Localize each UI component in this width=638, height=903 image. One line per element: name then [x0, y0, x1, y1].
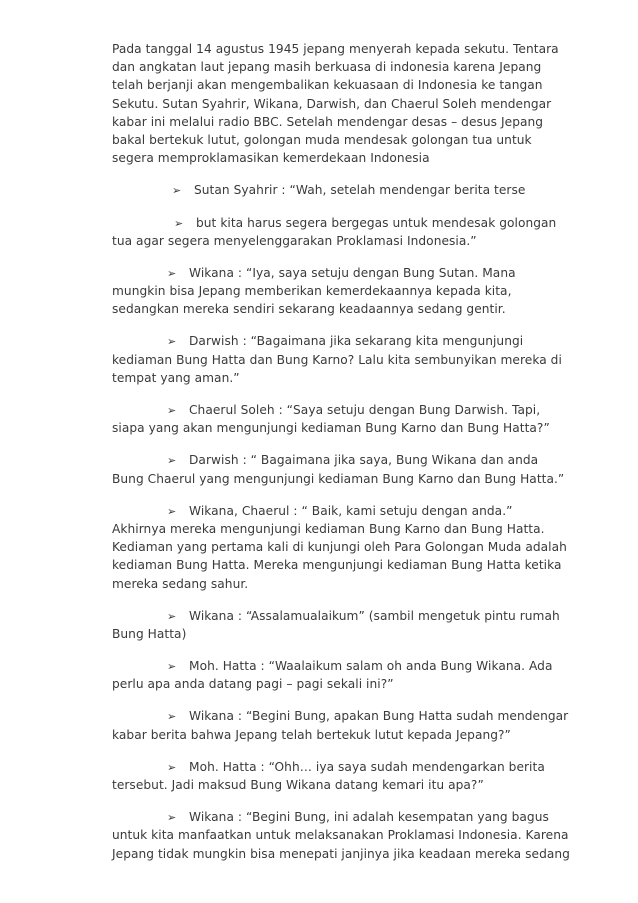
speaker-line-text: Moh. Hatta : “Waalaikum salam oh anda Bung Wikana. Ada: [189, 659, 553, 674]
speaker-line-text: but kita harus segera bergegas untuk mendesak golongan: [196, 215, 557, 230]
arrow-bullet-icon: ➢: [167, 710, 177, 724]
text-line: kediaman Bung Hatta. Mereka mengunjungi kediaman Bung Hatta ketika: [112, 558, 562, 573]
dialogue-block: [112, 607, 567, 643]
text-line: mereka sedang sahur.: [112, 576, 249, 591]
text-line: kabar ini melalui radio BBC. Setelah mendengar desas – desus Jepang: [112, 114, 544, 129]
text-line: tempat yang aman.”: [112, 370, 240, 385]
arrow-bullet-icon: ➢: [167, 660, 177, 674]
text-line: mungkin bisa Jepang memberikan kemerdekaannya kepada kita,: [112, 284, 512, 299]
document-body: [112, 40, 570, 863]
arrow-bullet-icon: ➢: [167, 404, 177, 417]
speaker-line-text: Chaerul Soleh : “Saya setuju dengan Bung Darwish. Tapi,: [189, 403, 541, 417]
dialogue-first-line: [112, 707, 567, 725]
text-line: kediaman Bung Hatta dan Bung Karno? Lalu kita sembunyikan mereka di: [112, 352, 562, 367]
speaker-line-text: Wikana : “Begini Bung, apakan Bung Hatta sudah mendengar: [189, 709, 569, 724]
text-line: segera memproklamasikan kemerdekaan Indonesia: [112, 151, 430, 166]
arrow-bullet-icon: ➢: [167, 504, 177, 518]
arrow-bullet-icon: ➢: [167, 760, 177, 774]
arrow-bullet-icon: ➢: [167, 609, 177, 623]
dialogue-block: [112, 502, 567, 593]
dialogue-first-line: [112, 607, 567, 625]
text-line: Kediaman yang pertama kali di kunjungi oleh Para Golongan Muda adalah: [112, 540, 567, 555]
dialogue-block: [112, 264, 567, 319]
speaker-line-text: Wikana : “Iya, saya setuju dengan Bung Sutan. Mana: [189, 265, 516, 280]
arrow-bullet-icon: ➢: [167, 266, 177, 280]
text-line: Akhirnya mereka mengunjungi kediaman Bung Karno dan Bung Hatta.: [112, 521, 545, 536]
dialogue-block: [112, 808, 570, 863]
dialogue-first-line: [112, 808, 567, 826]
dialogue-list: [112, 181, 570, 862]
dialogue-first-line: [112, 332, 567, 350]
text-line: Pada tanggal 14 agustus 1945 jepang menyerah kepada sekutu. Tentara: [112, 42, 559, 56]
dialogue-block: [112, 451, 567, 487]
speaker-line-text: Wikana : “Assalamualaikum” (sambil mengetuk pintu rumah: [189, 608, 560, 623]
arrow-bullet-icon: ➢: [172, 184, 182, 198]
speaker-line-text: Wikana : “Begini Bung, ini adalah kesempatan yang bagus: [189, 810, 549, 825]
dialogue-block: [112, 332, 567, 387]
arrow-bullet-icon: ➢: [167, 335, 177, 349]
dialogue-first-line: [112, 264, 567, 282]
dialogue-block: [112, 758, 567, 794]
intro-paragraph: [112, 40, 567, 167]
arrow-bullet-icon: ➢: [167, 811, 177, 825]
dialogue-block: [112, 657, 567, 693]
dialogue-first-line: [112, 181, 567, 199]
dialogue-first-line: [112, 502, 567, 520]
speaker-line-text: Darwish : “ Bagaimana jika saya, Bung Wikana dan anda: [189, 453, 539, 468]
dialogue-first-line: [112, 657, 567, 675]
text-line: tua agar segera menyelenggarakan Proklamasi Indonesia.”: [112, 233, 477, 248]
text-line: perlu apa anda datang pagi – pagi sekali ini?”: [112, 677, 394, 692]
dialogue-first-line: [112, 214, 567, 232]
dialogue-first-line: [112, 451, 567, 469]
dialogue-block: [112, 401, 567, 437]
text-line: bakal bertekuk lutut, golongan muda mendesak golongan tua untuk: [112, 132, 532, 147]
dialogue-first-line: [112, 758, 567, 776]
speaker-line-text: Darwish : “Bagaimana jika sekarang kita mengunjungi: [189, 334, 524, 349]
text-line: siapa yang akan mengunjungi kediaman Bung Karno dan Bung Hatta?”: [112, 421, 550, 436]
text-line: Sekutu. Sutan Syahrir, Wikana, Darwish, dan Chaerul Soleh mendengar: [112, 96, 552, 111]
text-line: Jepang tidak mungkin bisa menepati janjinya jika keadaan mereka sedang: [112, 846, 570, 861]
dialogue-block: [112, 181, 567, 199]
dialogue-first-line: [112, 401, 567, 419]
dialogue-block: [112, 214, 567, 250]
text-line: Bung Chaerul yang mengunjungi kediaman Bung Karno dan Bung Hatta.”: [112, 471, 565, 486]
text-line: dan angkatan laut jepang masih berkuasa di indonesia karena Jepang: [112, 60, 542, 75]
text-line: Bung Hatta): [112, 626, 187, 641]
arrow-bullet-icon: ➢: [167, 454, 177, 468]
arrow-bullet-icon: ➢: [174, 216, 184, 230]
dialogue-block: [112, 707, 567, 743]
speaker-line-text: Sutan Syahrir : “Wah, setelah mendengar berita terse: [194, 183, 526, 198]
text-line: kabar berita bahwa Jepang telah bertekuk lutut kepada Jepang?”: [112, 727, 511, 742]
speaker-line-text: Wikana, Chaerul : “ Baik, kami setuju dengan anda.”: [189, 503, 513, 518]
speaker-line-text: Moh. Hatta : “Ohh… iya saya sudah mendengarkan berita: [189, 759, 545, 774]
text-line: tersebut. Jadi maksud Bung Wikana datang kemari itu apa?”: [112, 778, 484, 792]
text-line: sedangkan mereka sendiri sekarang keadaannya sedang gentir.: [112, 302, 506, 317]
text-line: untuk kita manfaatkan untuk melaksanakan Proklamasi Indonesia. Karena: [112, 828, 569, 843]
text-line: telah berjanji akan mengembalikan kekuasaan di Indonesia ke tangan: [112, 78, 543, 93]
